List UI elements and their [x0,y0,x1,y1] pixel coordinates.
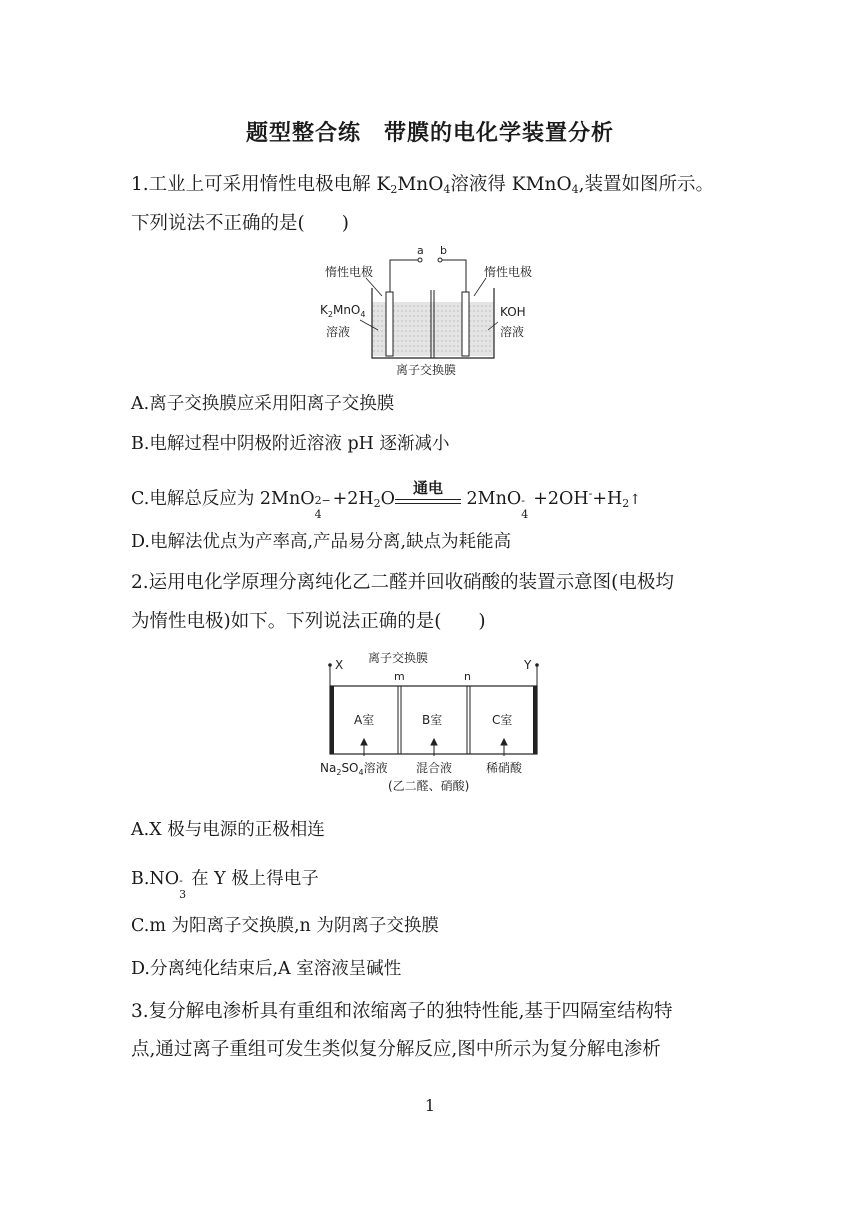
terminal-a-label: a [417,244,424,257]
right-electrode-label: 惰性电极 [484,265,533,279]
q1-stem-line1: 1.工业上可采用惰性电极电解 $K_2MnO_4$溶液得 KMnO$_4$,装置如图所示。 [131,174,715,196]
terminal-b [438,258,442,262]
left-electrode-label: 惰性电极 [325,265,374,279]
wire-left [390,260,418,292]
q1-option-b[interactable]: B.电解过程中阴极附近溶液 pH 逐渐减小 [131,434,450,454]
left-electrode [386,292,393,356]
chamber-c-label: C室 [492,713,513,727]
q1-electrolysis-figure [316,240,546,380]
q1-stem-line2: 下列说法不正确的是( ) [131,213,349,234]
q2-stem-line1: 2.运用电化学原理分离纯化乙二醛并回收硝酸的装置示意图(电极均 [131,572,674,593]
membrane-n-label: n [464,670,471,683]
left-solution-label-2: 溶液 [326,325,351,339]
q2-option-a[interactable]: A.X 极与电源的正极相连 [131,820,325,840]
reaction-condition: 通电 [395,497,461,504]
wire-right [442,260,466,292]
chamber-a-label: A室 [354,713,375,727]
page-title: 题型整合练 带膜的电化学装置分析 [245,121,614,146]
right-electrode [462,292,469,356]
membrane-label: 离子交换膜 [396,363,457,377]
q1-option-c[interactable]: C.电解总反应为 2MnO 2− 4 $+2H_2O$ 通电 2MnO - 4 $+2OH^-+H_2↑$ [131,479,642,521]
feed-b-note: (乙二醛、硝酸) [388,779,470,793]
page-number: 1 [424,1096,436,1115]
q3-stem-line2: 点,通过离子重组可发生类似复分解反应,图中所示为复分解电渗析 [131,1039,661,1060]
membrane-m-label: m [394,670,405,683]
terminal-a [418,258,422,262]
q1-option-d[interactable]: D.电解法优点为产率高,产品易分离,缺点为耗能高 [131,532,512,552]
chamber-b-label: B室 [422,713,443,727]
gas-arrow-icon: ↑ [629,492,642,508]
feed-c-label: 稀硝酸 [486,761,523,775]
left-solution-label: $K_2MnO_4$ [320,303,366,319]
q2-option-c[interactable]: C.m 为阳离子交换膜,n 为阴离子交换膜 [131,916,439,936]
feed-b-label: 混合液 [416,761,453,775]
q3-stem-line1: 3.复分解电渗析具有重组和浓缩离子的独特性能,基于四隔室结构特 [131,1001,673,1022]
electrode-y [533,686,537,754]
electrode-y-label: Y [524,658,532,672]
q1-option-a[interactable]: A.离子交换膜应采用阳离子交换膜 [131,394,395,414]
q2-separation-figure [316,648,556,798]
feed-a-label: $Na_2SO_4$溶液 [320,761,388,777]
electrode-x-label: X [335,658,344,672]
terminal-b-label: b [440,244,447,257]
q2-option-d[interactable]: D.分离纯化结束后,A 室溶液呈碱性 [131,959,402,979]
q2-option-b[interactable]: B.NO - 3 在 Y 极上得电子 [131,869,319,901]
electrode-x [330,686,334,754]
q2-stem-line2: 为惰性电极)如下。下列说法正确的是( ) [131,611,486,632]
right-solution-label-2: 溶液 [500,325,525,339]
membrane-top-label: 离子交换膜 [368,651,429,665]
right-solution-label: KOH [500,305,526,319]
